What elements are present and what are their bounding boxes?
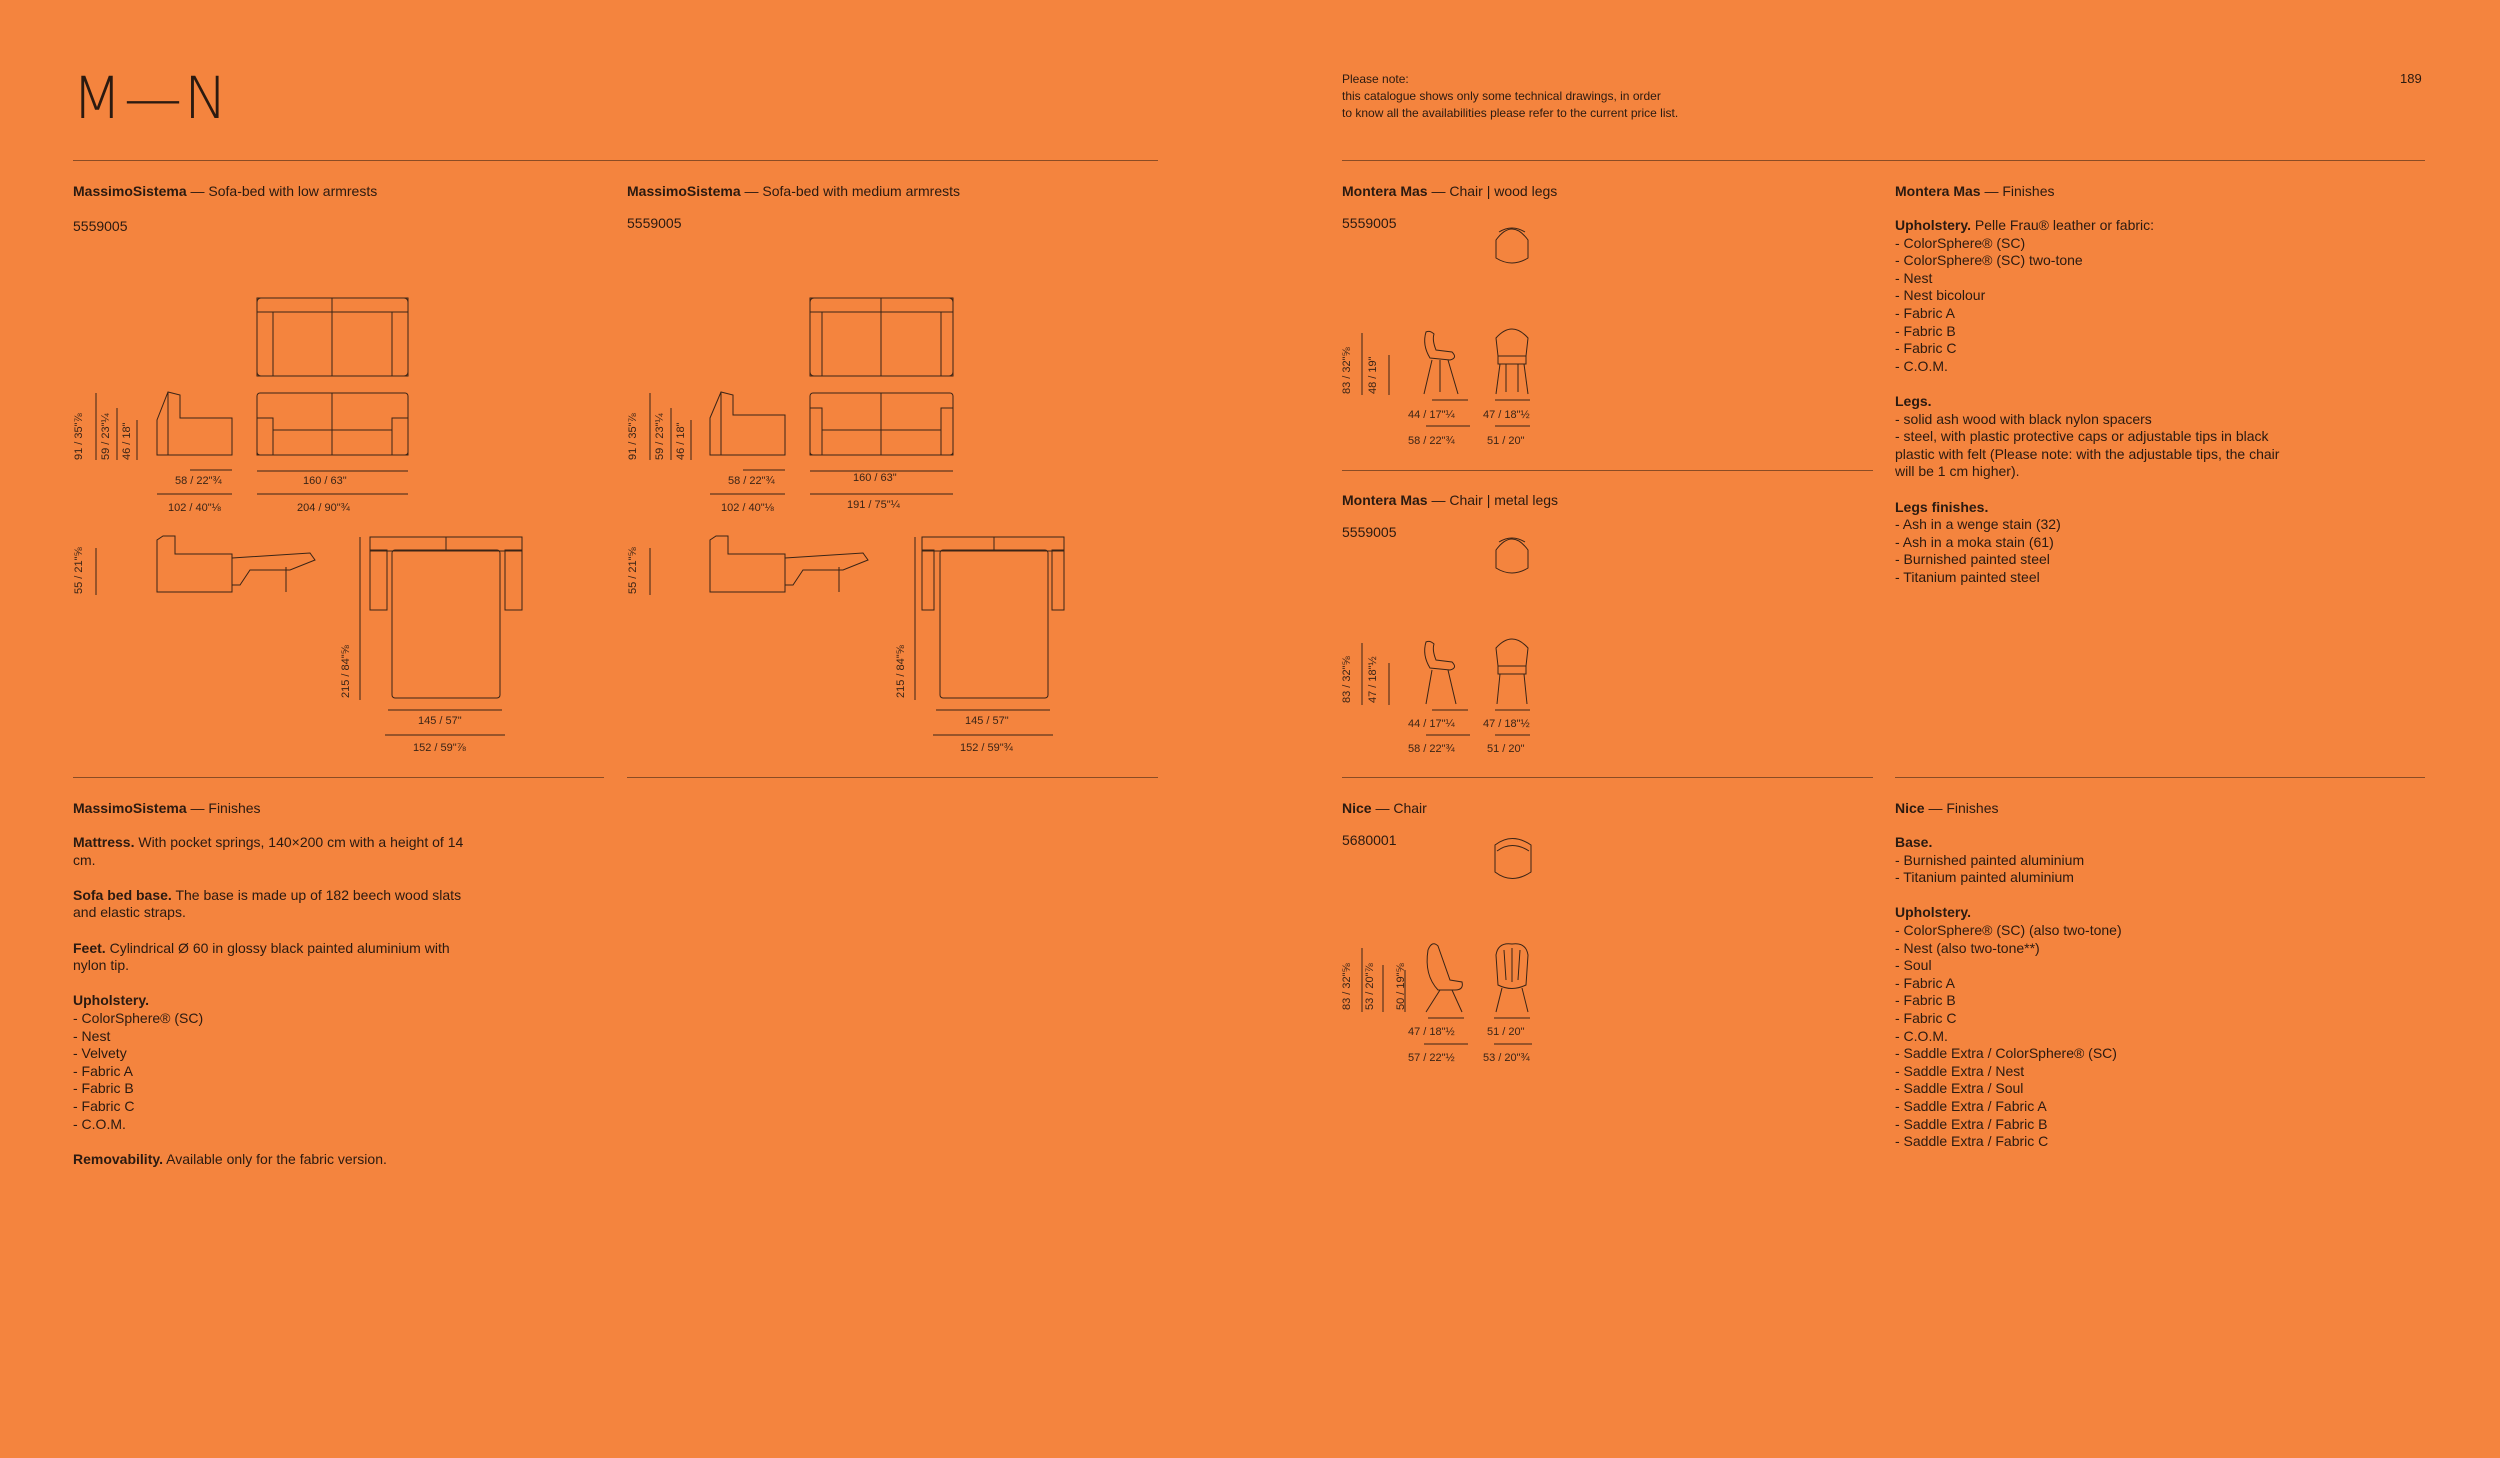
finish-text: Pelle Frau® leather or fabric: (1970, 217, 2155, 233)
finish-label: Upholstery. (73, 992, 149, 1009)
dim-label: 47 / 18"½ (1367, 656, 1379, 703)
upholstery-list (1895, 922, 2295, 1151)
base-list (1895, 852, 2295, 887)
product-name: Nice (1342, 800, 1372, 816)
finish-paragraph (73, 887, 473, 922)
list-item: - steel, with plastic protective caps or adjustable tips in black plastic with felt (Please note: with the adjustable tips, the chair will be 1 cm higher). (1895, 428, 2280, 480)
finish-label: Sofa bed base. (73, 886, 172, 903)
list-item: - Fabric B (73, 1080, 134, 1097)
product-subtitle: — Sofa-bed with low armrests (186, 183, 378, 199)
dim-label: 215 / 84"⅝ (895, 645, 907, 698)
dim-label: 50 / 19"⅝ (1395, 963, 1407, 1010)
dim-label: 59 / 23"¼ (654, 413, 666, 460)
finish-text: The base is made up of 182 beech wood slats and elastic straps. (73, 886, 462, 921)
legs-list (1895, 411, 2295, 481)
dim-label: 58 / 22"¾ (175, 475, 222, 487)
product-code: 5680001 (1342, 832, 1397, 848)
dim-label: 160 / 63" (853, 472, 897, 484)
divider (1342, 470, 1873, 471)
list-item: - Fabric A (1895, 974, 1955, 991)
product-subtitle: — Chair | metal legs (1427, 492, 1559, 508)
product-name: Montera Mas (1342, 183, 1428, 199)
finish-paragraph (1895, 393, 2295, 411)
finish-label: Removability. (73, 1150, 163, 1167)
list-item: - Nest (73, 1027, 111, 1044)
product-subtitle: — Chair (1371, 800, 1427, 816)
finish-label: Legs finishes. (1895, 498, 1989, 515)
dim-label: 91 / 35"⅞ (73, 413, 85, 460)
note-line: Please note: (1342, 72, 1409, 86)
product-subtitle: — Finishes (1980, 183, 2055, 199)
product-subtitle: — Chair | wood legs (1427, 183, 1558, 199)
list-item: - Ash in a moka stain (61) (1895, 533, 2054, 550)
finish-text: With pocket springs, 140×200 cm with a height of 14 cm. (73, 834, 464, 868)
dim-label: 44 / 17"¼ (1408, 718, 1455, 730)
list-item: - C.O.M. (1895, 1027, 1948, 1044)
finish-paragraph (1895, 834, 2295, 852)
product-title (1342, 183, 1557, 199)
dim-label: 47 / 18"½ (1483, 718, 1530, 730)
divider (73, 160, 1158, 161)
list-item: - Saddle Extra / Nest (1895, 1062, 2025, 1079)
divider (1895, 777, 2425, 778)
dim-label: 152 / 59"⅞ (413, 742, 466, 754)
product-name: MassimoSistema (627, 183, 741, 199)
finish-paragraph (1895, 499, 2295, 517)
dim-label: 53 / 20"¾ (1483, 1052, 1530, 1064)
list-item: - solid ash wood with black nylon spacers (1895, 410, 2152, 427)
list-item: - ColorSphere® (SC) (73, 1009, 204, 1026)
dim-label: 102 / 40"⅛ (168, 502, 221, 514)
dim-label: 51 / 20" (1487, 435, 1525, 447)
divider (1342, 777, 1873, 778)
divider (627, 777, 1158, 778)
note-line: to know all the availabilities please refer to the current price list. (1342, 106, 1679, 120)
list-item: - Fabric A (73, 1062, 133, 1079)
finishes-text (1895, 217, 2295, 586)
product-title (1342, 800, 1427, 816)
product-code: 5559005 (1342, 524, 1397, 540)
product-title (1342, 492, 1558, 508)
product-title (1895, 183, 2055, 199)
product-name: MassimoSistema (73, 183, 187, 199)
list-item: - Nest (1895, 269, 1933, 286)
list-item: - Saddle Extra / Fabric A (1895, 1097, 2047, 1114)
finish-paragraph (73, 834, 473, 869)
list-item: - C.O.M. (73, 1115, 126, 1132)
list-item: - Fabric B (1895, 992, 1956, 1009)
product-title (73, 800, 261, 816)
dim-label: 91 / 35"⅞ (627, 413, 639, 460)
product-code: 5559005 (627, 215, 682, 231)
dim-label: 83 / 32"⅝ (1341, 963, 1353, 1010)
dim-label: 191 / 75"¼ (847, 499, 900, 511)
product-name: Montera Mas (1895, 183, 1981, 199)
finish-label: Feet. (73, 939, 106, 956)
finish-paragraph (1895, 904, 2295, 922)
list-item: - Nest bicolour (1895, 287, 1986, 304)
dim-label: 102 / 40"⅛ (721, 502, 774, 514)
finish-text: Available only for the fabric version. (163, 1150, 387, 1167)
divider (73, 777, 604, 778)
legs-finishes-list (1895, 516, 2295, 586)
product-name: Nice (1895, 800, 1925, 816)
finishes-text (73, 834, 473, 1186)
finish-label: Upholstery. (1895, 904, 1971, 921)
product-title (627, 183, 960, 199)
dim-label: 47 / 18"½ (1483, 409, 1530, 421)
dim-label: 204 / 90"¾ (297, 502, 350, 514)
product-subtitle: — Sofa-bed with medium armrests (740, 183, 961, 199)
finish-text: Cylindrical Ø 60 in glossy black painted aluminium with nylon tip. (73, 939, 450, 974)
finish-paragraph (1895, 217, 2295, 235)
list-item: - Fabric C (1895, 340, 1957, 357)
finishes-text (1895, 834, 2295, 1151)
dim-label: 145 / 57" (965, 715, 1009, 727)
note-line: this catalogue shows only some technical drawings, in order (1342, 89, 1661, 103)
product-code: 5559005 (73, 218, 128, 234)
dim-label: 46 / 18" (675, 422, 687, 460)
list-item: - Fabric A (1895, 304, 1955, 321)
list-item: - Fabric C (1895, 1009, 1957, 1026)
finish-label: Base. (1895, 834, 1933, 850)
list-item: - ColorSphere® (SC) (1895, 234, 2026, 251)
finish-label: Mattress. (73, 834, 135, 850)
dim-label: 160 / 63" (303, 475, 347, 487)
product-title (1895, 800, 1999, 816)
catalogue-note (1342, 71, 1678, 122)
upholstery-list (1895, 235, 2295, 376)
dim-label: 51 / 20" (1487, 1026, 1525, 1038)
product-subtitle: — Finishes (1924, 800, 1999, 816)
dim-label: 152 / 59"¾ (960, 742, 1013, 754)
list-item: - Titanium painted steel (1895, 568, 2040, 585)
dim-label: 55 / 21"⅝ (627, 547, 639, 594)
product-code: 5559005 (1342, 215, 1397, 231)
dim-label: 145 / 57" (418, 715, 462, 727)
list-item: - ColorSphere® (SC) (also two-tone) (1895, 921, 2122, 938)
list-item: - Ash in a wenge stain (32) (1895, 516, 2061, 533)
list-item: - Saddle Extra / Fabric B (1895, 1115, 2048, 1132)
product-name: Montera Mas (1342, 492, 1428, 508)
dim-label: 44 / 17"¼ (1408, 409, 1455, 421)
dim-label: 83 / 32"⅝ (1341, 347, 1353, 394)
finish-paragraph (73, 1151, 473, 1169)
list-item: - Saddle Extra / ColorSphere® (SC) (1895, 1045, 2117, 1062)
finish-paragraph (73, 940, 473, 975)
dim-label: 46 / 18" (121, 422, 133, 460)
list-item: - Soul (1895, 957, 1932, 974)
product-subtitle: — Finishes (186, 800, 261, 816)
list-item: - Burnished painted steel (1895, 551, 2050, 568)
dim-label: 215 / 84"⅝ (340, 645, 352, 698)
product-name: MassimoSistema (73, 800, 187, 816)
dim-label: 58 / 22"¾ (728, 475, 775, 487)
list-item: - Velvety (73, 1045, 127, 1062)
finish-paragraph (73, 992, 473, 1010)
list-item: - Titanium painted aluminium (1895, 869, 2074, 886)
dim-label: 57 / 22"½ (1408, 1052, 1455, 1064)
dim-label: 58 / 22"¾ (1408, 435, 1455, 447)
page-number: 189 (2400, 71, 2422, 86)
product-title (73, 183, 377, 199)
dim-label: 55 / 21"⅝ (73, 547, 85, 594)
list-item: - C.O.M. (1895, 357, 1948, 374)
upholstery-list (73, 1010, 473, 1133)
finish-label: Upholstery. (1895, 217, 1971, 233)
dim-label: 83 / 32"⅝ (1341, 656, 1353, 703)
list-item: - Fabric C (73, 1097, 135, 1114)
dim-label: 51 / 20" (1487, 743, 1525, 755)
list-item: - Burnished painted aluminium (1895, 851, 2085, 868)
list-item: - Saddle Extra / Soul (1895, 1080, 2024, 1097)
dim-label: 48 / 19" (1367, 356, 1379, 394)
dim-label: 58 / 22"¾ (1408, 743, 1455, 755)
list-item: - Saddle Extra / Fabric C (1895, 1133, 2049, 1150)
divider (1342, 160, 2425, 161)
nice-chair-drawing (0, 0, 1, 1)
list-item: - Fabric B (1895, 322, 1956, 339)
dim-label: 47 / 18"½ (1408, 1026, 1455, 1038)
dim-label: 53 / 20"⅞ (1364, 963, 1376, 1010)
section-logo: M—N (72, 64, 230, 132)
list-item: - Nest (also two-tone**) (1895, 939, 2040, 956)
list-item: - ColorSphere® (SC) two-tone (1895, 252, 2083, 269)
dim-label: 59 / 23"¼ (100, 413, 112, 460)
finish-label: Legs. (1895, 392, 1932, 409)
